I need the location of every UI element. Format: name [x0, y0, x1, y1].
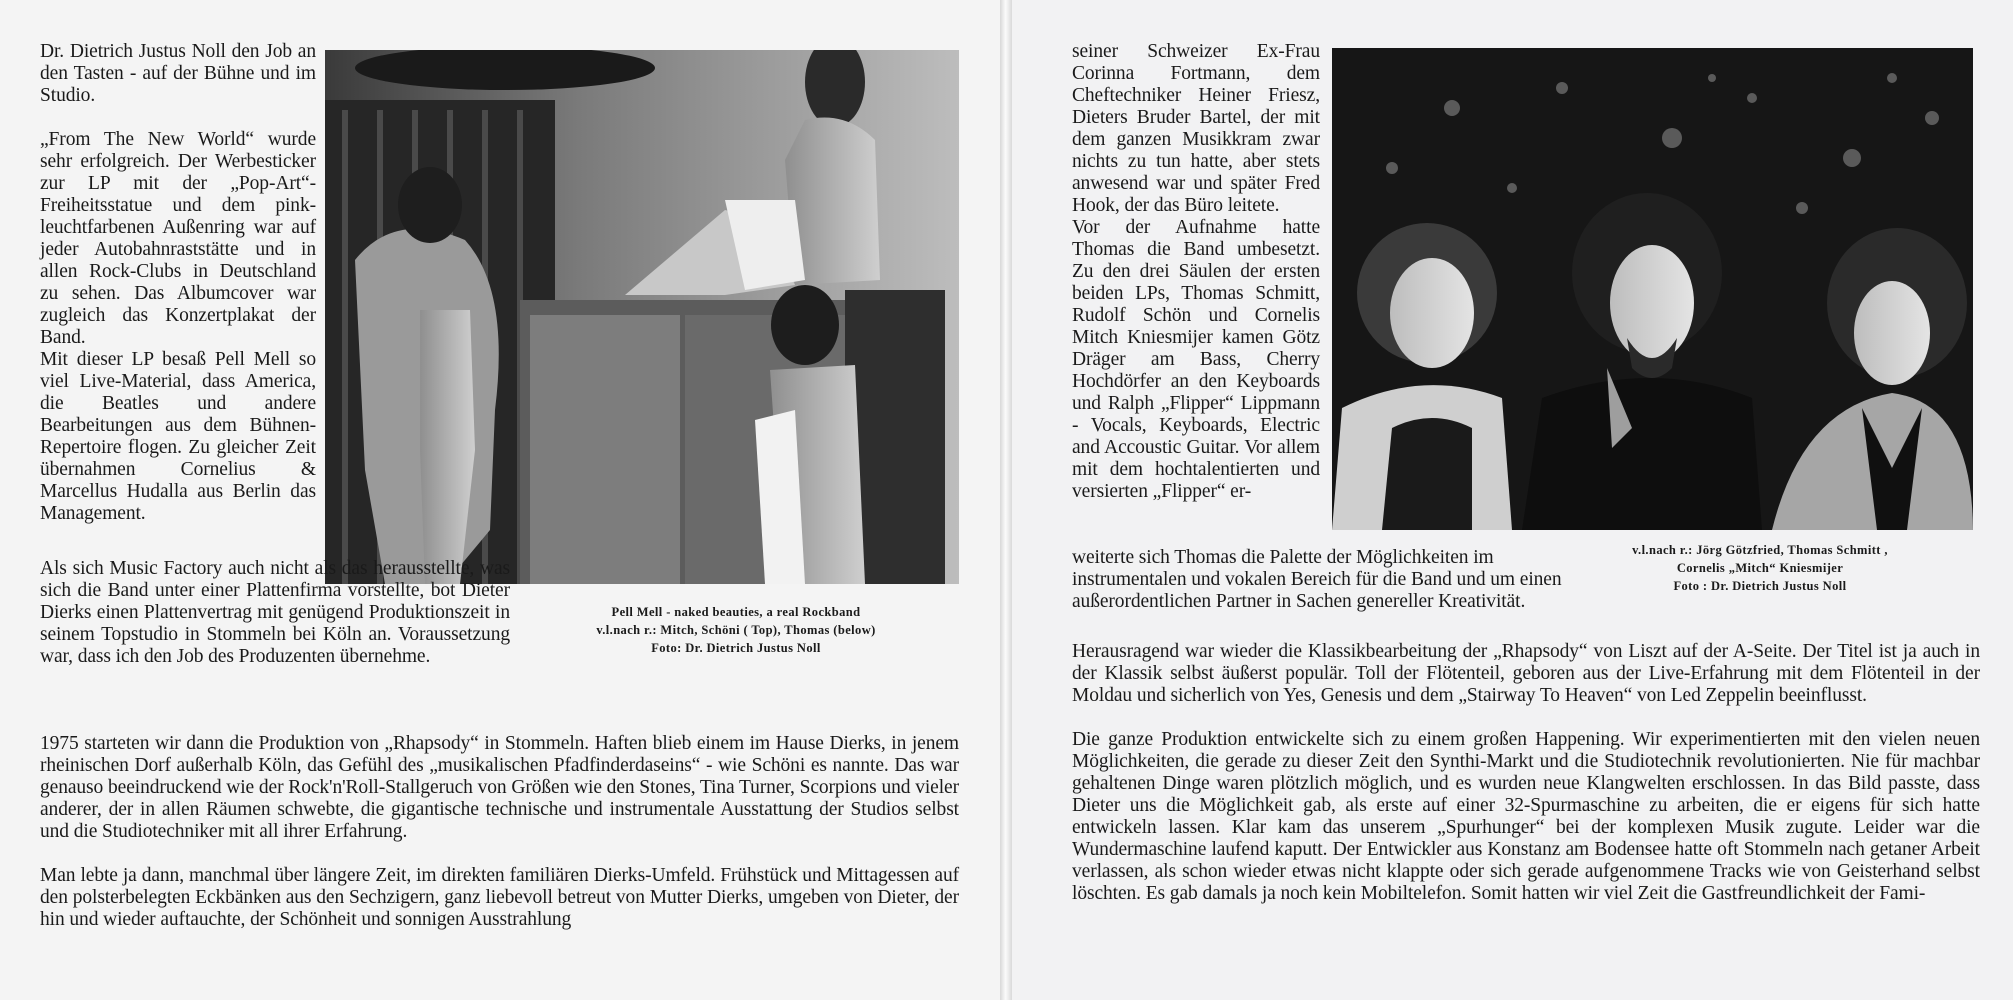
- left-column-text: [40, 41, 316, 525]
- paragraph: Dr. Dietrich Justus Noll den Job an den Tasten - auf der Bühne und im Studio.: [40, 41, 316, 106]
- photo-caption-right: [1550, 541, 1970, 595]
- paragraph: weiterte sich Thomas die Palette der Möglichkeiten im instrumentalen und vokalen Bereich für die Band und um einen außerordentlichen Partner in Sachen genereller Kreativität.: [1072, 547, 1562, 612]
- left-mid-text: [40, 558, 510, 668]
- paragraph: Vor der Aufnahme hatte Thomas die Band umbesetzt. Zu den drei Säulen der ersten beiden LPs, Thomas Schmitt, Rudolf Schön und Cornelis Mitch Kniesmijer kamen Götz Dräger am Bass, Cherry Hochdörfer an den Keyboards und Ralph „Flipper“ Lippmann - Vocals, Keyboards, Electric and Accoustic Guitar. Vor allem mit dem hochtalentierten und versierten „Flipper“ er-: [1072, 217, 1320, 502]
- paragraph: Mit dieser LP besaß Pell Mell so viel Live-Material, dass America, die Beatles und andere Bearbeitungen aus dem Bühnen-Repertoire flogen. Zu gleicher Zeit übernahmen Cornelius & Marcellus Hudalla aus Berlin das Management.: [40, 349, 316, 524]
- photo-caption-left: [520, 603, 952, 657]
- paragraph: Die ganze Produktion entwickelte sich zu einem großen Happening. Wir experimentierten mit den vielen neuen Möglichkeiten, die gerade zu dieser Zeit den Synthi-Markt und die Studiotechnik revolutionierten. Nie für machbar gehaltenen Dinge waren plötzlich möglich, und es wurden neue Klangwelten erschlossen. In das Bild passte, dass Dieter uns die Möglichkeit gab, als erste auf einer 32-Spurmaschine zu arbeiten, die er eigens für sich hatte entwickeln lassen. Klar kam das unserem „Spurhunger“ bei der komplexen Musik zugute. Leider war die Wundermaschine laufend kaputt. Der Entwickler aus Konstanz am Bodensee hatte oft Stommeln nach getaner Arbeit verlassen, als schon wieder etwas nicht klappte oder sich gerade aufgenommene Tracks wie von Geisterhand selbst löschten. Es gab damals ja noch kein Mobiltelefon. Somit hatten wir viel Zeit die Gastfreundlichkeit der Fami-: [1072, 729, 1980, 904]
- left-page: [0, 0, 1004, 1000]
- right-column-text: [1072, 41, 1320, 503]
- band-photo-portraits: [1332, 48, 1973, 530]
- paragraph: Als sich Music Factory auch nicht als das herausstellte, was sich die Band unter einer Plattenfirma vorstellte, bot Dieter Dierks einen Plattenvertrag mit genügend Produktionszeit in seinem Topstudio in Stommeln bei Köln an. Voraussetzung war, dass ich den Job des Produzenten übernehme.: [40, 558, 510, 667]
- paragraph: Man lebte ja dann, manchmal über längere Zeit, im direkten familiären Dierks-Umfeld. Frühstück und Mittagessen auf den polsterbelegten Eckbänken aus den Sechzigern, ganz liebevoll betreut von Mutter Dierks, umgeben von Dieter, der hin und wieder auftauchte, der Schönheit und sonnigen Ausstrahlung: [40, 865, 959, 930]
- band-photo-naked: [325, 50, 959, 584]
- caption-line: v.l.nach r.: Jörg Götzfried, Thomas Schmitt ,: [1632, 543, 1888, 557]
- right-full-text: [1072, 641, 1980, 905]
- caption-line: Pell Mell - naked beauties, a real Rockband: [611, 605, 861, 619]
- right-wide-text: [1072, 547, 1592, 613]
- caption-line: v.l.nach r.: Mitch, Schöni ( Top), Thomas (below): [596, 623, 876, 637]
- right-page: [1012, 0, 2013, 1000]
- paragraph: seiner Schweizer Ex-Frau Corinna Fortmann, dem Cheftechniker Heiner Friesz, Dieters Bruder Bartel, der mit dem ganzen Musikkram zwar nichts zu tun hatte, aber stets anwesend war und später Fred Hook, der das Büro leitete.: [1072, 41, 1320, 216]
- caption-line: Cornelis „Mitch“ Kniesmijer: [1676, 561, 1844, 575]
- left-full-text: [40, 733, 959, 931]
- paragraph: Herausragend war wieder die Klassikbearbeitung der „Rhapsody“ von Liszt auf der A-Seite. Der Titel ist ja auch in der Klassik selbst äußerst populär. Toll der Flötenteil, geboren aus der Live-Erfahrung mit dem Flötenteil in der Moldau und sicherlich von Yes, Genesis und dem „Stairway To Heaven“ von Led Zeppelin beeinflusst.: [1072, 641, 1980, 706]
- paragraph: „From The New World“ wurde sehr erfolgreich. Der Werbesticker zur LP mit der „Pop-Art“- Freiheitsstatue und dem pink-leuchtfarbenen Außenring war auf jeder Autobahnraststätte und in allen Rock-Clubs in Deutschland zu sehen. Das Albumcover war zugleich das Konzertplakat der Band.: [40, 129, 316, 348]
- paragraph: 1975 starteten wir dann die Produktion von „Rhapsody“ in Stommeln. Haften blieb einem im Hause Dierks, in jenem rheinischen Dorf außerhalb Köln, das Gefühl des „musikalischen Pfadfinderdaseins“ - wie Schöni es nannte. Das war genauso beeindruckend wie der Rock'n'Roll-Stallgeruch von Größen wie den Stones, Tina Turner, Scorpions und vieler anderer, der in allen Räumen schwebte, die gigantische technische und instrumentale Ausstattung der Studios selbst und die Studiotechniker mit all ihrer Erfahrung.: [40, 733, 959, 842]
- caption-line: Foto : Dr. Dietrich Justus Noll: [1673, 579, 1847, 593]
- caption-line: Foto: Dr. Dietrich Justus Noll: [651, 641, 821, 655]
